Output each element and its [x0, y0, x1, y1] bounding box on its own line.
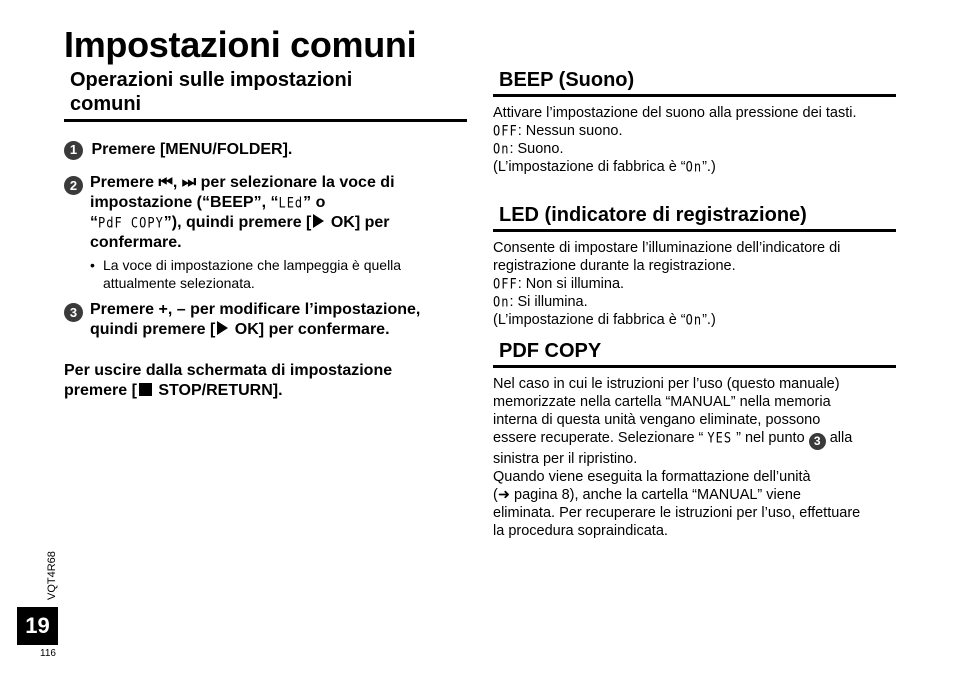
body-line: (➜ pagina 8), anche la cartella “MANUAL” viene: [493, 486, 801, 503]
note-line: attualmente selezionata.: [103, 275, 255, 291]
section-heading-led: LED (indicatore di registrazione): [499, 204, 807, 226]
step-1: [64, 140, 468, 160]
body-line: On: Suono.: [493, 140, 903, 158]
bullet-dot: •: [90, 257, 95, 273]
document-code-text: VQT4R68: [46, 551, 58, 600]
body-line: sinistra per il ripristino.: [493, 450, 638, 467]
display-on-label: On: [493, 293, 510, 311]
note-line: La voce di impostazione che lampeggia è quella: [103, 257, 402, 273]
step-number-badge: 3: [809, 433, 826, 450]
play-triangle-icon: [217, 321, 228, 335]
body-line: memorizzate nella cartella “MANUAL” nella memoria: [493, 394, 831, 410]
body-line: registrazione durante la registrazione.: [493, 258, 736, 274]
body-line: Consente di impostare l’illuminazione dell’indicatore di: [493, 240, 841, 256]
display-on-label: On: [685, 311, 703, 329]
page-title: Impostazioni comuni: [64, 24, 417, 65]
section-heading-pdf-copy: PDF COPY: [499, 340, 602, 362]
play-triangle-icon: [313, 214, 324, 228]
body-line: (L’impostazione di fabbrica è “On”.): [493, 158, 903, 176]
body-line: OFF: Nessun suono.: [493, 122, 903, 140]
arrow-right-icon: ➜: [497, 486, 510, 503]
exit-line: Per uscire dalla schermata di impostazione: [64, 362, 393, 379]
display-off-label: OFF: [493, 122, 518, 140]
body-line: OFF: Non si illumina.: [493, 275, 903, 293]
section-heading-beep: BEEP (Suono): [499, 69, 635, 91]
step-3: [64, 300, 474, 340]
body-line: On: Si illumina.: [493, 293, 903, 311]
section-rule: [64, 119, 467, 122]
body-line: essere recuperate. Selezionare “ YES ” nel punto 3 alla: [493, 429, 903, 450]
exit-instructions: [64, 361, 468, 401]
step-line: impostazione (“BEEP”, “LEd” o: [90, 193, 474, 213]
heading-line: comuni: [70, 93, 142, 115]
display-on-label: On: [685, 158, 703, 176]
step-line: quindi premere [ OK] per confermare.: [90, 321, 390, 338]
body-line: la procedura sopraindicata.: [493, 522, 668, 539]
beep-body: [493, 104, 903, 176]
section-rule: [493, 229, 896, 232]
exit-line: premere [ STOP/RETURN].: [64, 382, 283, 399]
page-tab: 19: [17, 607, 58, 645]
led-body: [493, 239, 903, 329]
stop-square-icon: [139, 383, 152, 396]
display-off-label: OFF: [493, 275, 518, 293]
pdf-body: [493, 375, 903, 540]
section-rule: [493, 94, 896, 97]
page-number: 116: [40, 648, 56, 659]
step-line: confermare.: [90, 234, 182, 251]
heading-line: Operazioni sulle impostazioni: [70, 69, 353, 91]
section-rule: [493, 365, 896, 368]
step-text: Premere [MENU/FOLDER].: [91, 141, 293, 158]
body-line: interna di questa unità vengano eliminate, possono: [493, 412, 821, 428]
document-code: [30, 540, 70, 600]
display-pdf-copy-label: PdF COPY: [98, 214, 164, 232]
display-yes-label: YES: [707, 429, 733, 447]
step-note: [90, 256, 474, 292]
step-line: “PdF COPY”), quindi premere [ OK] per: [90, 213, 474, 233]
step-number-badge: 3: [64, 303, 83, 322]
step-2: [64, 173, 474, 292]
step-line: Premere ⏮, ⏭ per selezionare la voce di: [90, 174, 395, 191]
body-line: Nel caso in cui le istruzioni per l’uso (questo manuale): [493, 376, 840, 392]
step-line: Premere +, – per modificare l’impostazione,: [90, 301, 421, 318]
next-track-icon: ⏭: [181, 174, 197, 191]
body-line: Quando viene eseguita la formattazione dell’unità: [493, 468, 811, 485]
step-number-badge: 2: [64, 176, 83, 195]
display-led-label: LEd: [278, 194, 304, 212]
body-line: (L’impostazione di fabbrica è “On”.): [493, 311, 903, 329]
section-heading-operazioni: [70, 68, 470, 116]
body-line: Attivare l’impostazione del suono alla pressione dei tasti.: [493, 105, 857, 121]
display-on-label: On: [493, 140, 510, 158]
prev-track-icon: ⏮: [158, 174, 173, 191]
step-number-badge: 1: [64, 141, 83, 160]
body-line: eliminata. Per recuperare le istruzioni per l’uso, effettuare: [493, 504, 861, 521]
